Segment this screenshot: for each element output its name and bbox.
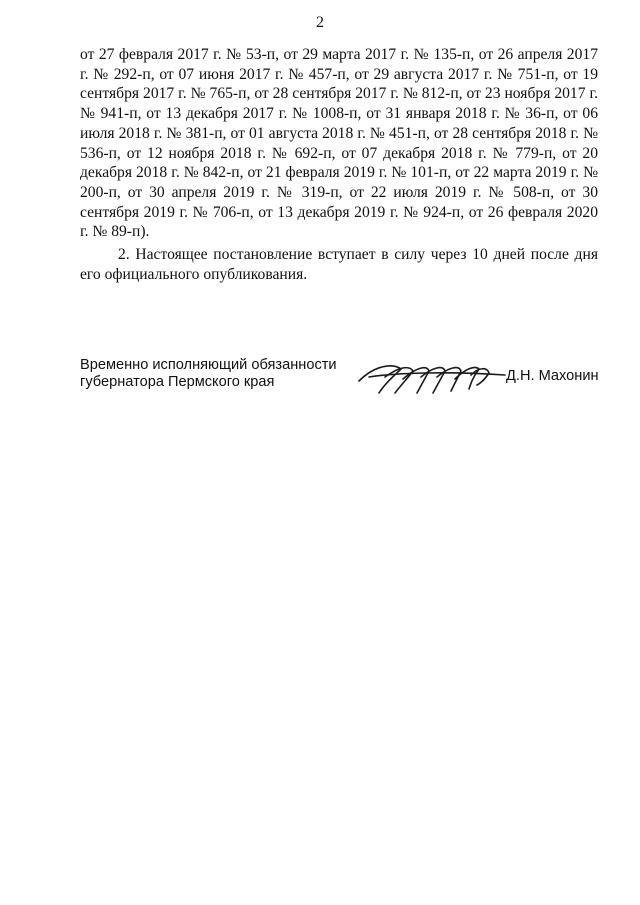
page-number: 2: [316, 14, 324, 31]
handwritten-signature: [355, 355, 515, 400]
signer-position: [80, 357, 337, 390]
signer-position-line-2: губернатора Пермского края: [80, 373, 275, 390]
signer-name: Д.Н. Махонин: [506, 368, 599, 384]
amendments-list-paragraph: от 27 февраля 2017 г. № 53-п, от 29 марта 2017 г. № 135-п, от 26 апреля 2017 г. № 292-п, от 07 июня 2017 г. № 457-п, от 29 августа 2017 г. № 751-п, от 19 сентября 2017 г. № 765-п, от 28 сентября 2017 г. № 812-п, от 23 ноября 2017 г. № 941-п, от 13 декабря 2017 г. № 1008-п, от 31 января 2018 г. № 36-п, от 06 июля 2018 г. № 381-п, от 01 августа 2018 г. № 451-п, от 28 сентября 2018 г. № 536-п, от 12 ноября 2018 г. № 692-п, от 07 декабря 2018 г. № 779-п, от 20 декабря 2018 г. № 842-п, от 21 февраля 2019 г. № 101-п, от 22 марта 2019 г. № 200-п, от 30 апреля 2019 г. № 319-п, от 22 июля 2019 г. № 508-п, от 30 сентября 2019 г. № 706-п, от 13 декабря 2019 г. № 924-п, от 26 февраля 2020 г. № 89-п).: [80, 46, 598, 241]
effective-date-paragraph: 2. Настоящее постановление вступает в силу через 10 дней после дня его официального опубликования.: [80, 246, 598, 283]
signer-position-line-1: Временно исполняющий обязанности: [80, 357, 337, 373]
